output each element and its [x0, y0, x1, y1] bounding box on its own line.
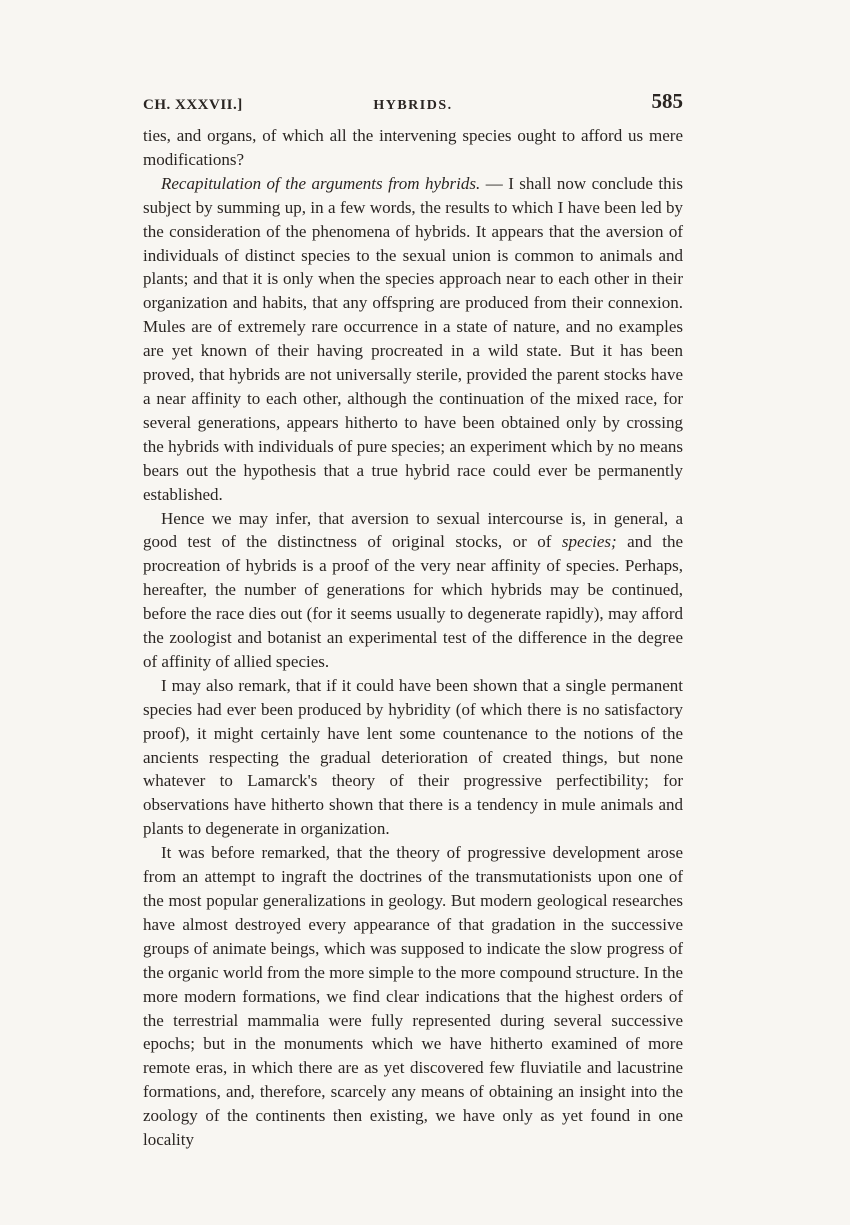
paragraph-text: Hence we may infer, that aversion to sexual intercourse is, in general, a good test of the distinctness of original stocks, or of	[143, 508, 683, 552]
book-page	[143, 89, 683, 1152]
paragraph-continuation: ties, and organs, of which all the intervening species ought to afford us mere modifications?	[143, 126, 683, 169]
paragraph-recapitulation	[143, 172, 683, 507]
chapter-label: CH. XXXVII.]	[143, 97, 243, 113]
section-heading: Recapitulation of the arguments from hybrids.	[161, 173, 481, 193]
paragraph-remark: I may also remark, that if it could have been shown that a single permanent species had ever been produced by hybridity (of which there is no satisfactory proof), it might certainly have lent some countenance to the notions of the ancients respecting the gradual deterioration of created things, but none whatever to Lamarck's theory of their progressive perfectibility; for observations have hitherto shown that there is a tendency in mule animals and plants to degenerate in organization.	[143, 675, 683, 839]
emphasis-species: species;	[561, 532, 617, 552]
paragraph-progressive-development: It was before remarked, that the theory of progressive development arose from an attempt to ingraft the doctrines of the transmutationists upon one of the most popular generalizations in geology. But modern geological researches have almost destroyed every appearance of that gradation in the successive groups of animate beings, which was supposed to indicate the slow progress of the organic world from the more simple to the more compound structure. In the more modern formations, we find clear indications that the highest orders of the terrestrial mammalia were fully represented during several successive epochs; but in the monuments which we have hitherto examined of more remote eras, in which there are as yet discovered few fluviatile and lacustrine formations, and, therefore, scarcely any means of obtaining an insight into the zoology of the continents then existing, we have only as yet found in one locality	[143, 843, 683, 1150]
paragraph-inference	[143, 507, 683, 674]
paragraph-text: I shall now conclude this subject by summing up, in a few words, the results to which I have been led by the consideration of the phenomena of hybrids. It appears that the aversion of individuals of distinct species to the sexual union is common to animals and plants; and that it is only when the species approach near to each other in their organization and habits, that any offspring are produced from their connexion. Mules are of extremely rare occurrence in a state of nature, and no examples are yet known of their having procreated in a wild state. But it has been proved, that hybrids are not universally sterile, provided the parent stocks have a near affinity to each other, although the continuation of the mixed race, for several generations, appears hitherto to have been obtained only by crossing the hybrids with individuals of pure species; an experiment which by no means bears out the hypothesis that a true hybrid race could ever be permanently established.	[143, 173, 683, 504]
running-head	[143, 89, 683, 122]
paragraph-text: and the procreation of hybrids is a proof of the very near affinity of species. Perhaps, hereafter, the number of generations for which hybrids may be continued, before the race dies out (for it seems usually to degenerate rapidly), may afford the zoologist and botanist an experimental test of the difference in the degree of affinity of allied species.	[143, 532, 683, 671]
running-title: HYBRIDS.	[373, 98, 453, 113]
page-number: 585	[651, 89, 683, 113]
heading-dash: —	[480, 173, 509, 193]
